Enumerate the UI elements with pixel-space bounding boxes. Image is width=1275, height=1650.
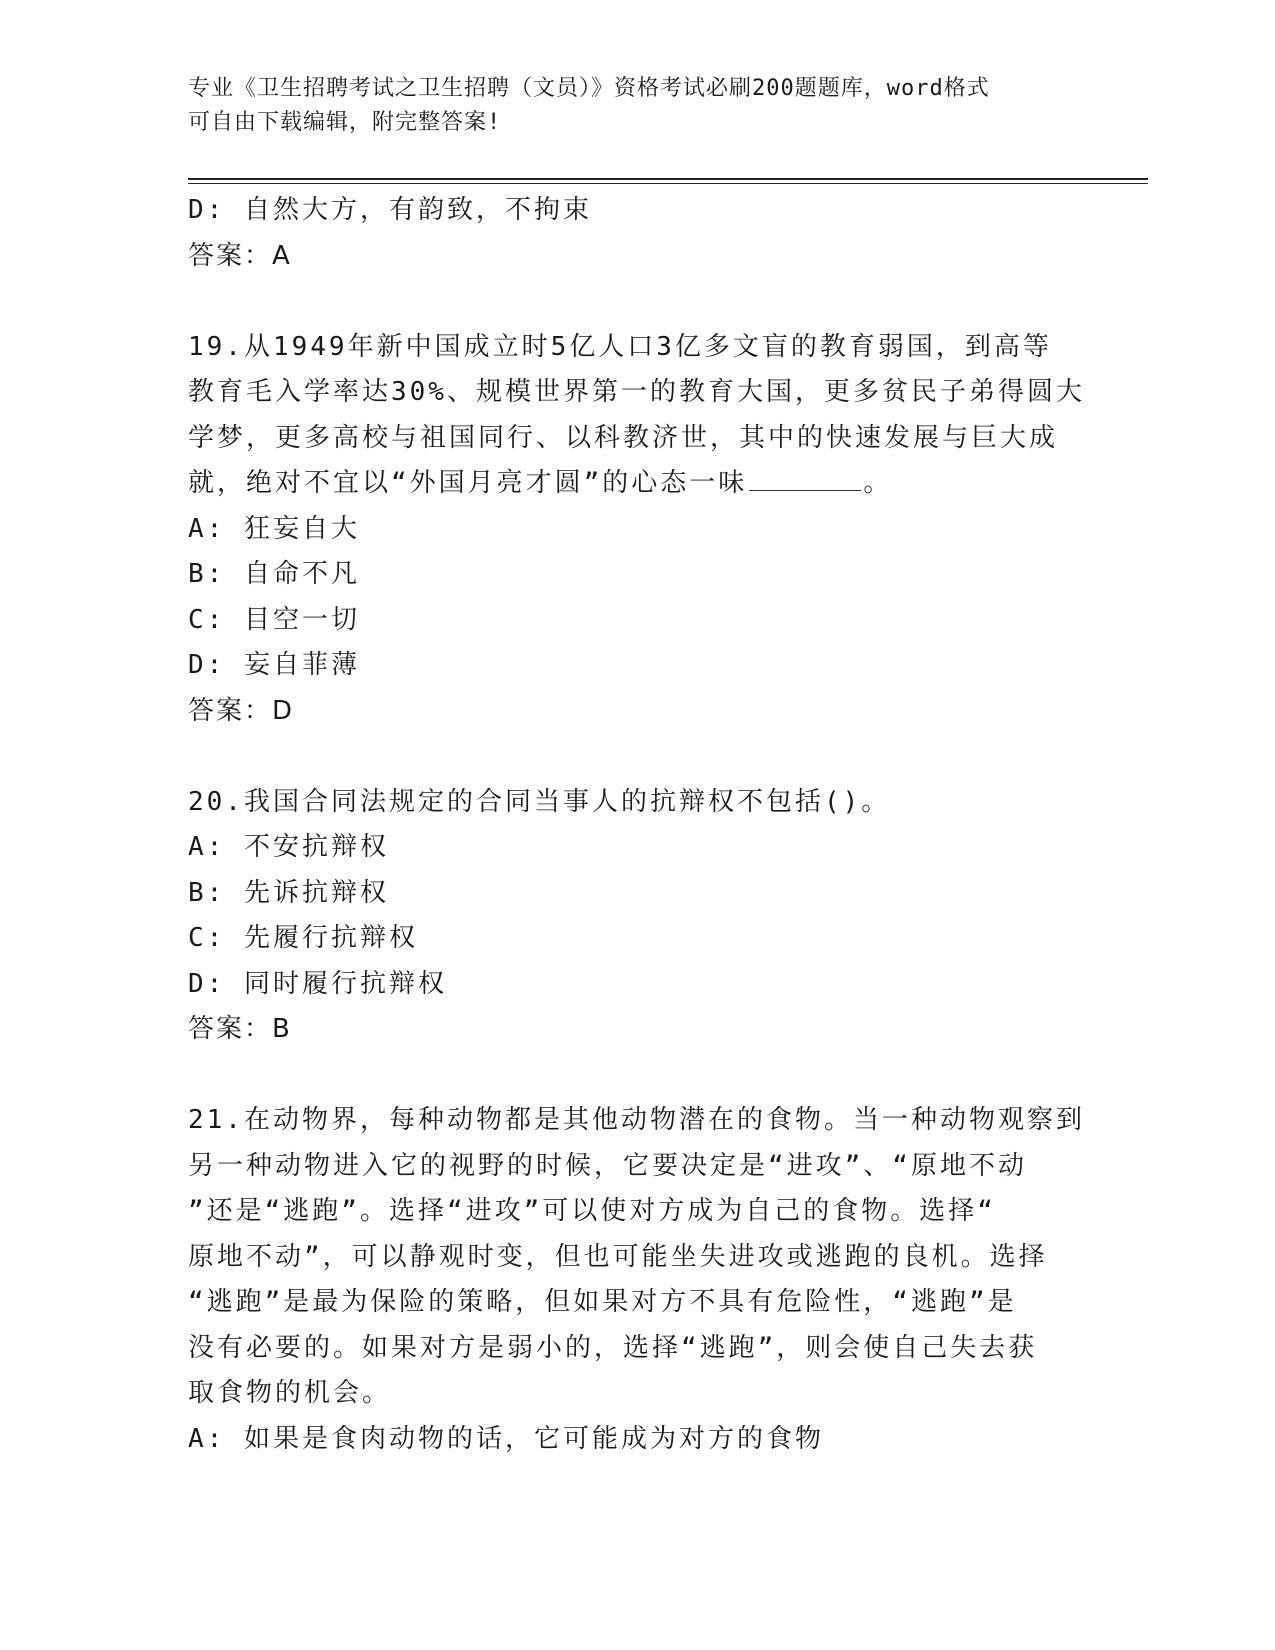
option-a: A: 不安抗辩权: [188, 832, 389, 862]
header-line-1: 专业《卫生招聘考试之卫生招聘（文员）》资格考试必刷200题题库，word格式: [188, 76, 990, 101]
question-19: [188, 325, 1088, 735]
page-header: [188, 72, 1088, 140]
question-text-line: ”还是“逃跑”。选择“进攻”可以使对方成为自己的食物。选择“: [188, 1196, 996, 1226]
option-d: D: 同时履行抗辩权: [188, 968, 447, 999]
question-text-line: 另一种动物进入它的视野的时候，它要决定是“进攻”、“原地不动: [188, 1150, 1027, 1181]
answer-line: 答案：A: [188, 240, 292, 271]
question-text-line: 21.在动物界，每种动物都是其他动物潜在的食物。当一种动物观察到: [188, 1105, 1085, 1135]
option-b: B: 自命不凡: [188, 559, 360, 589]
option-a: A: 狂妄自大: [188, 513, 360, 544]
question-20: [188, 780, 1088, 1053]
header-line-2: 可自由下载编辑，附完整答案!: [188, 110, 502, 135]
question-text-line: 教育毛入学率达30%、规模世界第一的教育大国，更多贫民子弟得圆大: [188, 377, 1085, 407]
option-c: C: 目空一切: [188, 604, 360, 635]
option-d: D: 自然大方，有韵致，不拘束: [188, 195, 592, 225]
question-21: [188, 1098, 1088, 1462]
spacer: [188, 1053, 1088, 1099]
header-rule-thick: [188, 178, 1148, 180]
option-c: C: 先履行抗辩权: [188, 923, 418, 953]
question-text-line: 20.我国合同法规定的合同当事人的抗辩权不包括()。: [188, 786, 891, 817]
option-d: D: 妄自菲薄: [188, 650, 360, 680]
question-text-line: 没有必要的。如果对方是弱小的，选择“逃跑”，则会使自己失去获: [188, 1332, 1038, 1363]
question-text-line: 取食物的机会。: [188, 1378, 392, 1408]
question-text-segment: 。: [863, 468, 893, 498]
question-text-line: 19.从1949年新中国成立时5亿人口3亿多文盲的教育弱国，到高等: [188, 331, 1052, 362]
fill-in-blank: [749, 466, 861, 491]
question-content: [188, 188, 1088, 1462]
answer-line: 答案：D: [188, 695, 295, 726]
answer-line: 答案：B: [188, 1014, 292, 1044]
option-a: A: 如果是食肉动物的话，它可能成为对方的食物: [188, 1423, 824, 1454]
spacer: [188, 734, 1088, 780]
header-rule-thin: [188, 183, 1148, 184]
previous-question-tail: [188, 188, 1088, 279]
question-text-line: “逃跑”是最为保险的策略，但如果对方不具有危险性，“逃跑”是: [188, 1287, 1017, 1317]
spacer: [188, 279, 1088, 325]
question-text-line: [188, 461, 1088, 507]
question-text-segment: 就，绝对不宜以“外国月亮才圆”的心态一味: [188, 468, 748, 498]
question-text-line: 原地不动”，可以静观时变，但也可能坐失进攻或逃跑的良机。选择: [188, 1241, 1048, 1272]
option-b: B: 先诉抗辩权: [188, 877, 389, 908]
question-text-line: 学梦，更多高校与祖国同行、以科教济世，其中的快速发展与巨大成: [188, 422, 1059, 453]
